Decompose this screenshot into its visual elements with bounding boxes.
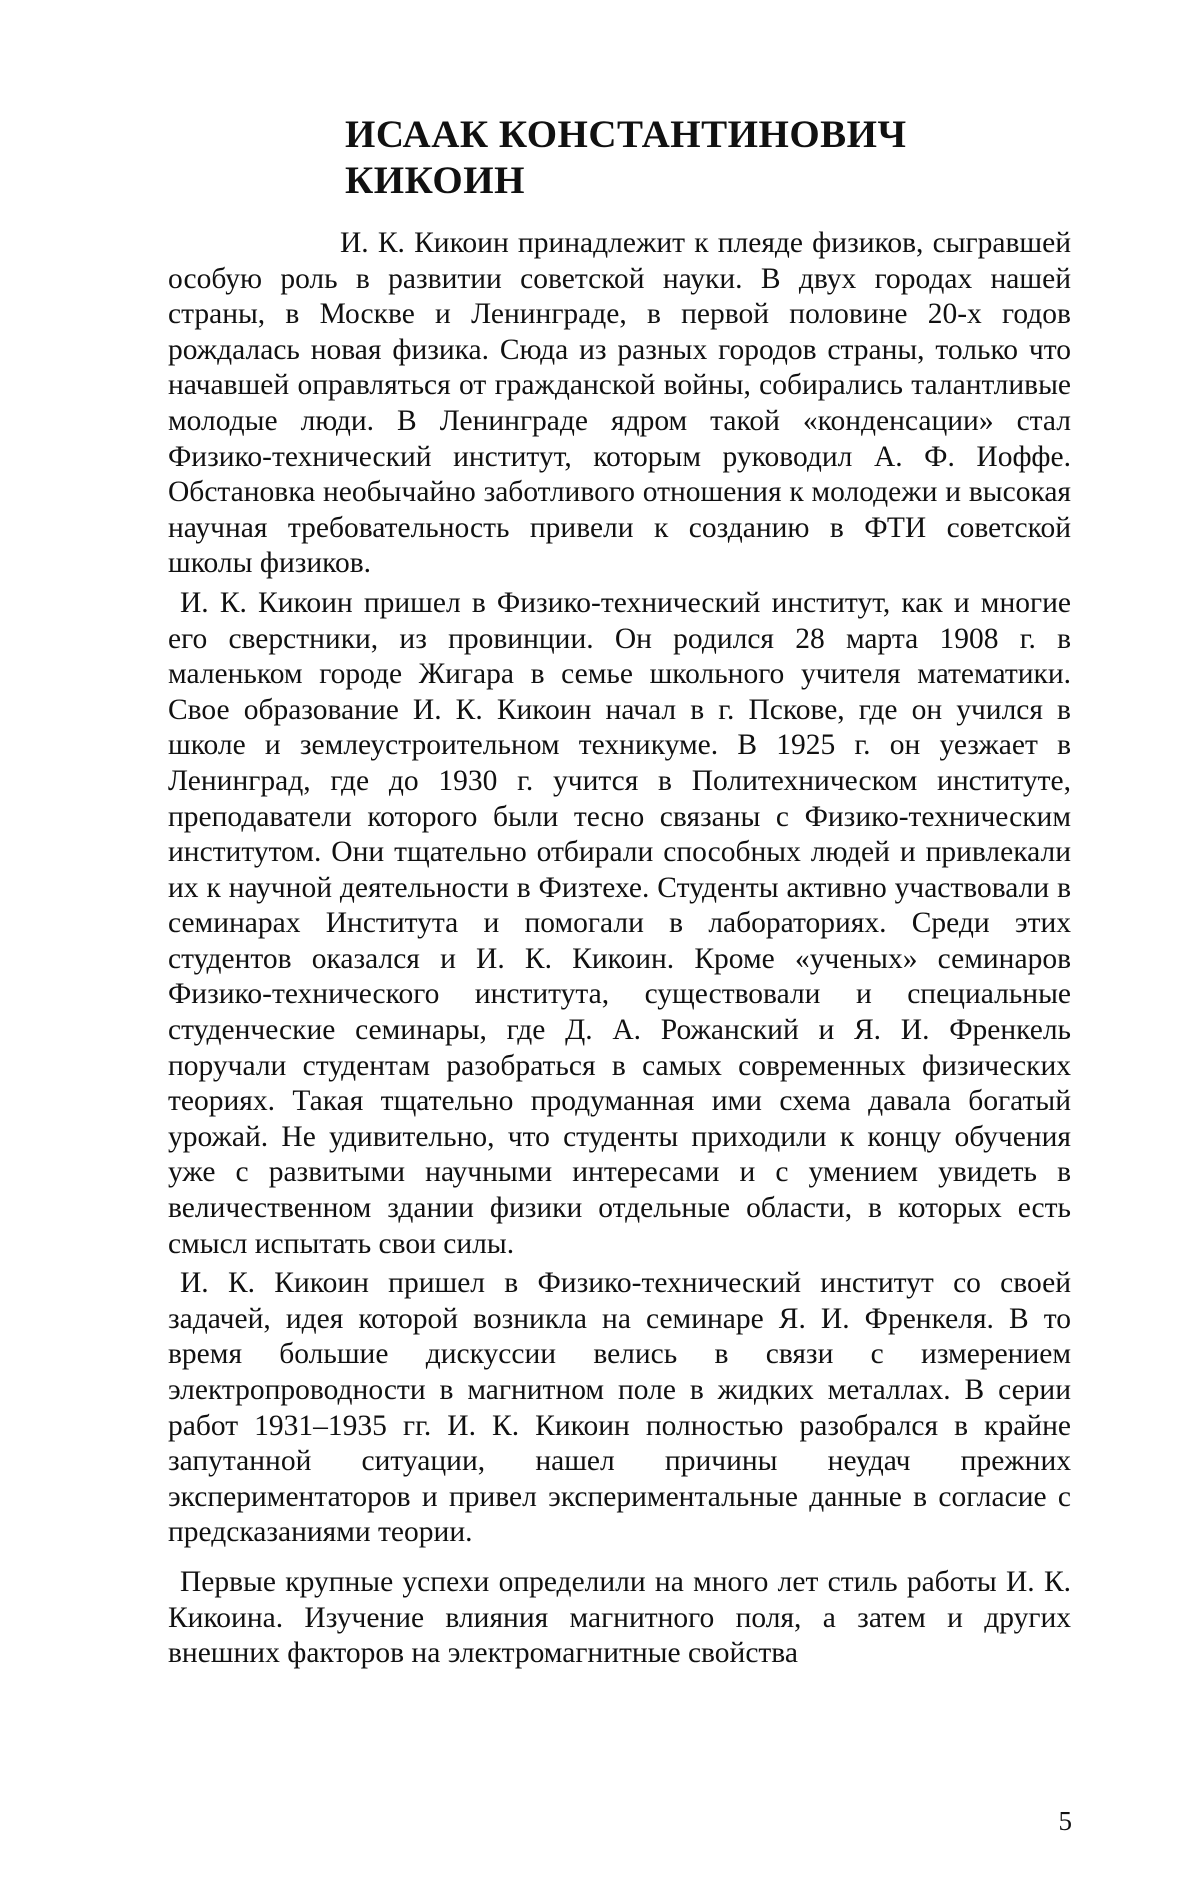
paragraph-3: И. К. Кикоин пришел в Физико-технический институт со своей задачей, идея которой возникла на семинаре Я. И. Френкеля. В то время большие дискуссии велись в связи с измерением электропроводности в магнитном поле в жидких металлах. В серии работ 1931–1935 гг. И. К. Кикоин полностью разобрался в крайне запутанной ситуации, нашел причины неудач прежних экспериментаторов и привел экспериментальные данные в согласие с предсказаниями теории. xyxy=(168,1267,1071,1549)
page-title xyxy=(345,112,1065,204)
page-number: 5 xyxy=(1058,1806,1072,1836)
paragraph-2: И. К. Кикоин пришел в Физико-технический институт, как и многие его сверстники, из провинции. Он родился 28 марта 1908 г. в маленьком городе Жигара в семье школьного учителя математики. Свое образование И. К. Кикоин начал в г. Пскове, где он учился в школе и землеустроительном техникуме. В 1925 г. он уезжает в Ленинград, где до 1930 г. учится в Политехническом институте, преподаватели которого были тесно связаны с Физико-техническим институтом. Они тщательно отбирали способных людей и привлекали их к научной деятельности в Физтехе. Студенты активно участвовали в семинарах Института и помогали в лабораториях. Среди этих студентов оказался и И. К. Кикоин. Кроме «ученых» семинаров Физико-технического института, существовали и специальные студенческие семинары, где Д. А. Рожанский и Я. И. Френкель поручали студентам разобраться в самых современных физических теориях. Такая тщательно продуманная ими схема давала богатый урожай. Не удивительно, что студенты приходили к концу обучения уже с развитыми научными интересами и с умением увидеть в величественном здании физики отдельные области, в которых есть смысл испытать свои силы. xyxy=(168,586,1071,1260)
title-line-2: КИКОИН xyxy=(345,159,525,202)
paragraph-4: Первые крупные успехи определили на много лет стиль работы И. К. Кикоина. Изучение влияния магнитного поля, а затем и других внешних факторов на электромагнитные свойства xyxy=(168,1565,1071,1670)
title-line-1: ИСААК КОНСТАНТИНОВИЧ xyxy=(345,113,907,156)
paragraph-1: И. К. Кикоин принадлежит к плеяде физиков, сыгравшей особую роль в развитии советской науки. В двух городах нашей страны, в Москве и Ленинграде, в первой половине 20-х годов рождалась новая физика. Сюда из разных городов страны, только что начавшей оправляться от гражданской войны, собирались талантливые молодые люди. В Ленинграде ядром такой «конденсации» стал Физико-технический институт, которым руководил А. Ф. Иоффе. Обстановка необычайно заботливого отношения к молодежи и высокая научная требовательность привели к созданию в ФТИ советской школы физиков. xyxy=(168,227,1071,580)
body-text xyxy=(168,226,1071,1672)
